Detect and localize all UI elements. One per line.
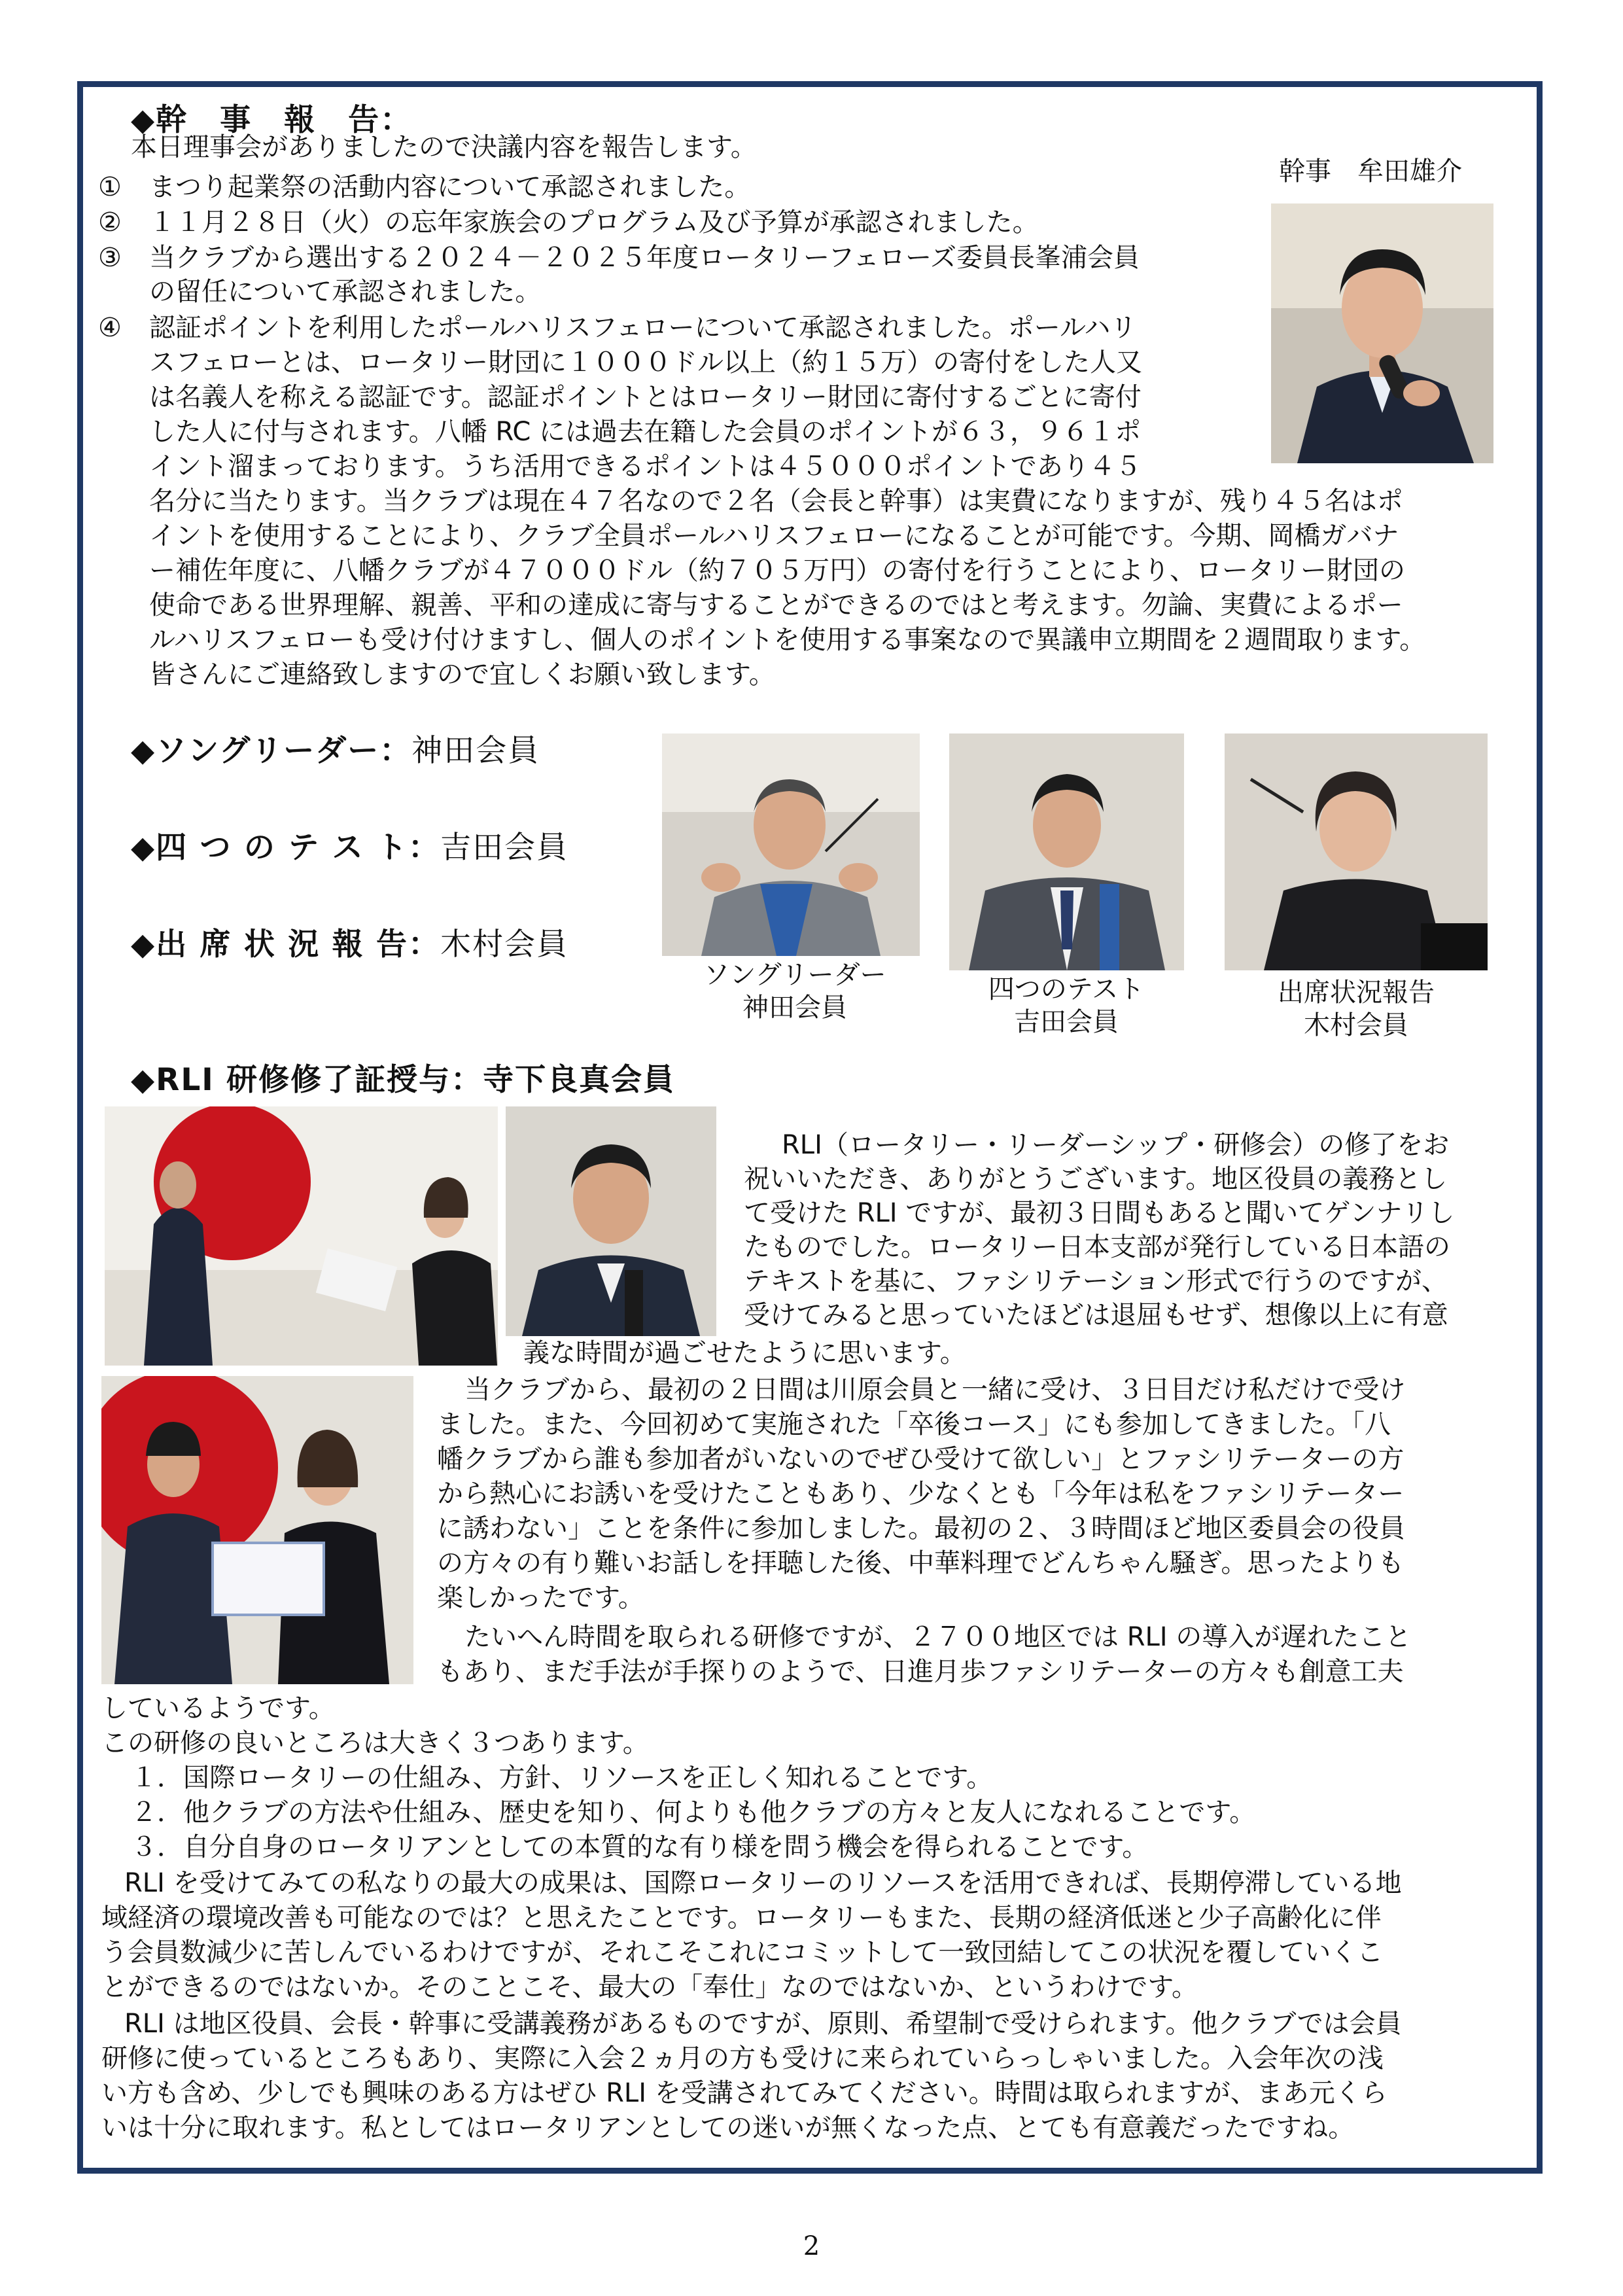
rli-paragraph-line: う会員数減少に苦しんでいるわけですが、それこそこれにコミットして一致団結してこの状況を覆していくこ bbox=[101, 1937, 1384, 1968]
rli-point: ３．自分自身のロータリアンとしての本質的な有り様を問う機会を得られることです。 bbox=[131, 1832, 1149, 1862]
rli-heading: ◆RLI 研修修了証授与：寺下良真会員 bbox=[131, 1062, 676, 1098]
rli-paragraph-line: 当クラブから、最初の２日間は川原会員と一緒に受け、３日目だけ私だけで受け bbox=[464, 1375, 1406, 1405]
rli-paragraph-line: 研修に使っているところもあり、実際に入会２ヵ月の方も受けに来られていらっしゃいました。入会年次の浅 bbox=[101, 2043, 1384, 2074]
rli-paragraph-line: に誘わない」ことを条件に参加しました。最初の２、３時間ほど地区委員会の役員 bbox=[437, 1513, 1405, 1544]
report-intro: 本日理事会がありましたので決議内容を報告します。 bbox=[131, 132, 757, 162]
secretary-photo bbox=[1271, 203, 1493, 463]
item-number: ③ bbox=[98, 243, 122, 273]
report-heading: ◆幹 事 報 告： bbox=[131, 102, 413, 138]
rli-paragraph-line: 楽しかったです。 bbox=[437, 1583, 644, 1613]
item-line: は名義人を称える認証です。認証ポイントとはロータリー財団に寄付するごとに寄付 bbox=[149, 382, 1142, 412]
rli-point: １．国際ロータリーの仕組み、方針、リソースを正しく知れることです。 bbox=[131, 1763, 993, 1793]
rli-paragraph-line: から熱心にお誘いを受けたこともあり、少なくとも「今年は私をファシリテーター bbox=[437, 1479, 1405, 1509]
item-line: した人に付与されます。八幡 RC には過去在籍した会員のポイントが６３，９６１ポ bbox=[149, 417, 1141, 447]
page-number: 2 bbox=[803, 2231, 820, 2261]
rli-paragraph-line: たものでした。ロータリー日本支部が発行している日本語の bbox=[744, 1232, 1450, 1262]
caption-name: 吉田会員 bbox=[1014, 1007, 1119, 1037]
rli-paragraph-line: 義な時間が過ごせたように思います。 bbox=[523, 1338, 966, 1368]
rli-paragraph-line: ました。また、今回初めて実施された「卒後コース」にも参加してきました。「八 bbox=[437, 1409, 1391, 1439]
rli-paragraph-line: て受けた RLI ですが、最初３日間もあると聞いてゲンナリし bbox=[744, 1198, 1455, 1228]
role-attendance bbox=[131, 920, 568, 964]
caption-title: ソングリーダー bbox=[703, 960, 886, 990]
rli-paragraph-line: とができるのではないか。そのことこそ、最大の「奉仕」なのではないか、というわけです。 bbox=[101, 1972, 1198, 2002]
item-line: ー補佐年度に、八幡クラブが４７０００ドル（約７０５万円）の寄付を行うことにより、ロータリー財団の bbox=[149, 556, 1405, 586]
item-line: ルハリスフェローも受け付けますし、個人のポイントを使用する事案なので異議申立期間を２週間取ります。 bbox=[149, 625, 1426, 655]
secretary-photo-caption: 幹事 牟田雄介 bbox=[1279, 156, 1462, 186]
rli-paragraph-line: しているようです。 bbox=[101, 1693, 335, 1723]
caption-name: 神田会員 bbox=[742, 993, 847, 1023]
rli-paragraph-line: の方々の有り難いお話しを拝聴した後、中華料理でどんちゃん騒ぎ。思ったよりも bbox=[437, 1548, 1405, 1578]
item-number: ② bbox=[98, 207, 122, 238]
certificate-photo-1 bbox=[105, 1106, 498, 1366]
song-leader-caption bbox=[680, 959, 909, 1024]
item-line: 認証ポイントを利用したポールハリスフェローについて承認されました。ポールハリ bbox=[149, 313, 1137, 343]
item-line: まつり起業祭の活動内容について承認されました。 bbox=[149, 172, 751, 202]
role-label: ◆四 つ の テ ス ト： bbox=[131, 830, 440, 866]
rli-paragraph-line: 祝いいただき、ありがとうございます。地区役員の義務とし bbox=[744, 1164, 1448, 1194]
role-value: 木村会員 bbox=[440, 927, 568, 963]
role-song-leader bbox=[131, 726, 540, 770]
item-line: 皆さんにご連絡致しますので宜しくお願い致します。 bbox=[149, 660, 775, 690]
rli-point: ２．他クラブの方法や仕組み、歴史を知り、何よりも他クラブの方々と友人になれることです。 bbox=[131, 1797, 1256, 1828]
role-label: ◆ソングリーダー： bbox=[131, 733, 412, 769]
caption-title: 四つのテスト bbox=[988, 974, 1145, 1004]
rli-paragraph-line: この研修の良いところは大きく３つあります。 bbox=[101, 1728, 649, 1758]
rli-paragraph-line: たいへん時間を取られる研修ですが、２７００地区では RLI の導入が遅れたこと bbox=[464, 1622, 1412, 1652]
item-line: １１月２８日（火）の忘年家族会のプログラム及び予算が承認されました。 bbox=[149, 207, 1039, 238]
attendance-caption bbox=[1242, 976, 1471, 1042]
rli-paragraph-line: 幡クラブから誰も参加者がいないのでぜひ受けて欲しい」とファシリテーターの方 bbox=[437, 1444, 1405, 1474]
attendance-photo bbox=[1225, 733, 1488, 970]
rli-paragraph-line: い方も含め、少しでも興味のある方はぜひ RLI を受講されてみてください。時間は取られますが、まあ元くら bbox=[101, 2078, 1387, 2108]
item-line: 名分に当たります。当クラブは現在４７名なので２名（会長と幹事）は実費になりますが、残り４５名はポ bbox=[149, 486, 1403, 516]
rli-paragraph-line: RLI を受けてみての私なりの最大の成果は、国際ロータリーのリソースを活用できれば、長期停滞している地 bbox=[124, 1868, 1402, 1898]
certificate-photo-2 bbox=[101, 1376, 413, 1684]
item-line: 使命である世界理解、親善、平和の達成に寄与することができるのではと考えます。勿論、実費によるポー bbox=[149, 590, 1403, 620]
role-four-way-test bbox=[131, 823, 568, 867]
item-line: 当クラブから選出する２０２４－２０２５年度ロータリーフェローズ委員長峯浦会員 bbox=[149, 243, 1140, 273]
rli-paragraph-line: いは十分に取れます。私としてはロータリアンとしての迷いが無くなった点、とても有意義だったですね。 bbox=[101, 2113, 1355, 2143]
rli-speaker-photo bbox=[506, 1106, 716, 1336]
item-number: ① bbox=[98, 172, 122, 202]
four-way-test-caption bbox=[952, 973, 1181, 1038]
rli-paragraph-line: RLI（ロータリー・リーダーシップ・研修会）の修了をお bbox=[782, 1130, 1450, 1160]
rli-paragraph-line: 受けてみると思っていたほどは退屈もせず、想像以上に有意 bbox=[744, 1300, 1448, 1330]
four-way-test-photo bbox=[949, 733, 1184, 970]
role-value: 吉田会員 bbox=[440, 830, 568, 866]
item-line: イント溜まっております。うち活用できるポイントは４５０００ポイントであり４５ bbox=[149, 451, 1142, 482]
item-line: の留任について承認されました。 bbox=[149, 277, 542, 307]
item-line: イントを使用することにより、クラブ全員ポールハリスフェローになることが可能です。今期、岡橋ガバナ bbox=[149, 521, 1399, 551]
rli-paragraph-line: 域経済の環境改善も可能なのでは？と思えたことです。ロータリーもまた、長期の経済低迷と少子高齢化に伴 bbox=[101, 1903, 1382, 1933]
caption-title: 出席状況報告 bbox=[1278, 978, 1435, 1008]
item-number: ④ bbox=[98, 313, 122, 343]
role-value: 神田会員 bbox=[411, 733, 540, 769]
item-line: スフェローとは、ロータリー財団に１０００ドル以上（約１５万）の寄付をした人又 bbox=[149, 347, 1142, 378]
caption-name: 木村会員 bbox=[1304, 1010, 1408, 1040]
rli-paragraph-line: テキストを基に、ファシリテーション形式で行うのですが、 bbox=[744, 1266, 1448, 1296]
role-label: ◆出 席 状 況 報 告： bbox=[131, 927, 440, 963]
rli-paragraph-line: RLI は地区役員、会長・幹事に受講義務があるものですが、原則、希望制で受けられます。他クラブでは会員 bbox=[124, 2009, 1402, 2039]
rli-paragraph-line: もあり、まだ手法が手探りのようで、日進月歩ファシリテーターの方々も創意工夫 bbox=[437, 1657, 1404, 1687]
song-leader-photo bbox=[662, 733, 920, 956]
